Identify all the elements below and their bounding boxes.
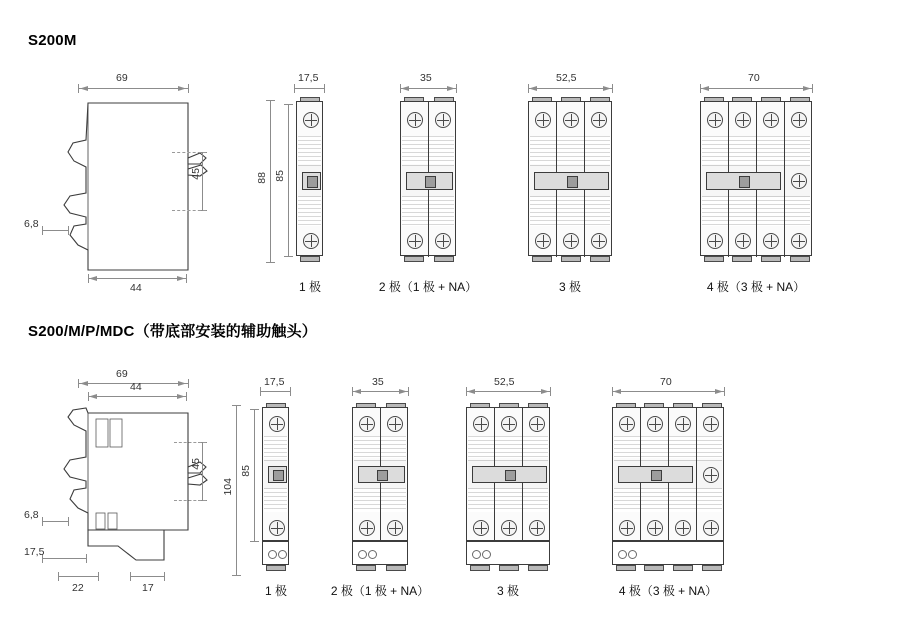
screw-head-icon-bottom-1pb: [269, 520, 285, 536]
dim-label-44: 44: [130, 282, 142, 294]
dim-line-68: [42, 230, 68, 231]
din-tab-bottom-2pb-b: [386, 565, 406, 571]
screw-head-icon-bottom-4pb-c: [675, 520, 691, 536]
toggle-lever-icon-1pb[interactable]: [268, 466, 287, 483]
caption-4-pole-mdc: 4 极（3 极 + NA）: [618, 584, 718, 598]
mounting-hole-icon-3pb-a: [472, 550, 481, 559]
vent-hatch-top-3p: [530, 136, 610, 164]
dim-arrows-69: [78, 84, 192, 94]
screw-head-icon-bottom-3pb-a: [473, 520, 489, 536]
caption-1-pole-mdc: 1 极: [264, 584, 287, 598]
caption-3-pole-mdc: 3 极: [496, 584, 519, 598]
front-view-module-3-pole: [528, 101, 612, 256]
front-view-module-4-pole-mdc: [612, 407, 724, 541]
dim-tick-r-17: [164, 572, 165, 581]
dim-line-104: [236, 405, 237, 575]
din-tab-bottom-2p-a: [404, 256, 424, 262]
dim-tick-r-68-b: [68, 517, 69, 526]
dim-line-17-5-b: [42, 558, 86, 559]
caption-2-pole-mdc: 2 极（1 极 + NA）: [330, 584, 430, 598]
din-tab-bottom-2pb-a: [356, 565, 376, 571]
front-view-module-1-pole: [296, 101, 323, 256]
din-tab-bottom-3pb-b: [499, 565, 519, 571]
toggle-lever-icon-2pb[interactable]: [358, 466, 405, 483]
mounting-hole-icon-3pb-b: [482, 550, 491, 559]
screw-head-icon-top-3p-a: [535, 112, 551, 128]
dim-line-88: [270, 100, 271, 262]
front-view-module-4-pole: [700, 101, 812, 256]
pole-divider-4pb-3: [696, 408, 697, 542]
side-view-profile-s200m: [40, 95, 225, 290]
screw-head-icon-bottom-3p-b: [563, 233, 579, 249]
screw-head-icon-bottom-1p: [303, 233, 319, 249]
dim-line-17: [130, 576, 164, 577]
dim-arrows-52-5: [528, 84, 616, 94]
dim-label-17: 17: [142, 582, 154, 594]
dim-arrows-44-b: [88, 392, 190, 402]
dim-label-68: 6,8: [24, 218, 39, 230]
vent-hatch-top-1pb: [264, 436, 287, 458]
dim-tick-right-68: [68, 226, 69, 235]
screw-head-icon-top-3pb-c: [529, 416, 545, 432]
toggle-knob-4pb[interactable]: [651, 470, 662, 481]
section-title-s200-m-p-mdc: S200/M/P/MDC（带底部安装的辅助触头）: [28, 323, 317, 340]
dim-tick-l-17: [130, 572, 131, 581]
toggle-lever-icon-3pb[interactable]: [472, 466, 547, 483]
din-tab-bottom-4p-c: [761, 256, 781, 262]
vent-hatch-bottom-3p: [530, 196, 610, 226]
dim-line-85-b: [254, 409, 255, 541]
screw-head-icon-top-4pb-d: [703, 416, 719, 432]
dim-label-45-b: 45: [190, 458, 202, 470]
toggle-lever-icon-3p[interactable]: [534, 172, 609, 190]
dim-label-17-5-1p: 17,5: [298, 72, 319, 84]
vent-hatch-bottom-1pb: [264, 488, 287, 512]
toggle-knob-4p[interactable]: [739, 176, 750, 188]
screw-head-icon-bottom-4pb-b: [647, 520, 663, 536]
dim-line-17-5-1p-b: [260, 391, 290, 392]
dim-label-17-5-side: 17,5: [24, 546, 45, 558]
dim-arrows-70-b: [612, 387, 728, 397]
caption-1-pole: 1 极: [298, 280, 321, 294]
screw-head-icon-top-1pb: [269, 416, 285, 432]
dim-label-17-5-1p-b: 17,5: [264, 376, 285, 388]
screw-head-icon-top-2pb-b: [387, 416, 403, 432]
screw-head-icon-bottom-2p-b: [435, 233, 451, 249]
ext-line-45b-top: [174, 442, 206, 443]
din-tab-bottom-3p-b: [561, 256, 581, 262]
dim-label-88: 88: [256, 172, 268, 184]
dim-tick-l-17-5-1pb: [260, 387, 261, 396]
screw-head-icon-bottom-3p-c: [591, 233, 607, 249]
mounting-hole-icon-2pb-a: [358, 550, 367, 559]
din-tab-bottom-1p: [300, 256, 320, 262]
dim-tick-t-88: [266, 100, 275, 101]
din-tab-bottom-4pb-a: [616, 565, 636, 571]
aux-contact-block-2pb: [352, 541, 408, 565]
mounting-hole-icon-2pb-b: [368, 550, 377, 559]
toggle-knob-2p[interactable]: [425, 176, 436, 188]
dim-arrows-35-b: [352, 387, 412, 397]
dim-label-69: 69: [116, 72, 128, 84]
dim-label-70-4p: 70: [748, 72, 760, 84]
din-tab-bottom-3p-c: [590, 256, 610, 262]
toggle-lever-icon-1p[interactable]: [302, 172, 321, 190]
din-tab-bottom-4p-a: [704, 256, 724, 262]
din-tab-bottom-4pb-d: [702, 565, 722, 571]
dim-label-22: 22: [72, 582, 84, 594]
aux-contact-block-1pb: [262, 541, 289, 565]
pole-divider-4p-3: [784, 102, 785, 257]
toggle-knob-3p[interactable]: [567, 176, 578, 188]
dim-line-22: [58, 576, 98, 577]
screw-head-icon-top-2p-a: [407, 112, 423, 128]
din-tab-bottom-4pb-c: [673, 565, 693, 571]
mounting-hole-icon-4pb-b: [628, 550, 637, 559]
screw-head-icon-bottom-4p-c: [763, 233, 779, 249]
mounting-hole-icon-1pb-b: [278, 550, 287, 559]
toggle-lever-icon-4pb[interactable]: [618, 466, 693, 483]
toggle-lever-icon-2p[interactable]: [406, 172, 453, 190]
caption-3-pole: 3 极: [558, 280, 581, 294]
dim-label-44-b: 44: [130, 381, 142, 393]
screw-head-icon-bottom-3pb-b: [501, 520, 517, 536]
dim-line-17-5-1p: [294, 88, 324, 89]
screw-head-icon-bottom-4p-b: [735, 233, 751, 249]
dim-tick-l-17-5: [294, 84, 295, 93]
dim-tick-t-85: [284, 104, 293, 105]
screw-head-icon-bottom-3p-a: [535, 233, 551, 249]
ext-line-45-bottom: [172, 210, 206, 211]
front-view-module-3-pole-mdc: [466, 407, 550, 541]
din-tab-bottom-3pb-a: [470, 565, 490, 571]
vent-hatch-top-3pb: [468, 436, 548, 458]
screw-head-icon-top-4pb-c: [675, 416, 691, 432]
din-tab-bottom-4p-b: [732, 256, 752, 262]
screw-head-icon-mid-4p-d: [791, 173, 807, 189]
dim-label-45: 45: [190, 168, 202, 180]
dim-tick-t-104: [232, 405, 241, 406]
caption-4-pole: 4 极（3 极 + NA）: [706, 280, 806, 294]
din-tab-bottom-4pb-b: [644, 565, 664, 571]
dim-tick-l-22: [58, 572, 59, 581]
front-view-module-2-pole: [400, 101, 456, 256]
toggle-knob-1pb[interactable]: [273, 470, 284, 481]
dim-label-68-b: 6,8: [24, 509, 39, 521]
mounting-hole-icon-1pb-a: [268, 550, 277, 559]
vent-hatch-top-1p: [298, 136, 321, 164]
aux-contact-block-3pb: [466, 541, 550, 565]
mounting-hole-icon-4pb-a: [618, 550, 627, 559]
screw-head-icon-bottom-4p-a: [707, 233, 723, 249]
screw-head-icon-bottom-2p-a: [407, 233, 423, 249]
front-view-module-1-pole-mdc: [262, 407, 289, 541]
dim-tick-l-68-b: [42, 517, 43, 526]
screw-head-icon-mid-4pb-d: [703, 467, 719, 483]
aux-contact-block-4pb: [612, 541, 724, 565]
dim-arrows-35: [400, 84, 460, 94]
screw-head-icon-top-4p-d: [791, 112, 807, 128]
dim-label-35-2p-b: 35: [372, 376, 384, 388]
dim-line-45: [202, 152, 203, 210]
toggle-knob-3pb[interactable]: [505, 470, 516, 481]
screw-head-icon-bottom-4pb-a: [619, 520, 635, 536]
screw-head-icon-bottom-4p-d: [791, 233, 807, 249]
dim-label-85: 85: [274, 170, 286, 182]
dim-tick-b-104: [232, 575, 241, 576]
din-tab-bottom-4p-d: [790, 256, 810, 262]
dim-label-70-4p-b: 70: [660, 376, 672, 388]
dim-line-45-b: [202, 442, 203, 500]
dim-label-104: 104: [222, 478, 234, 496]
screw-head-icon-top-3pb-a: [473, 416, 489, 432]
toggle-lever-icon-4p[interactable]: [706, 172, 781, 190]
screw-head-icon-bottom-2pb-b: [387, 520, 403, 536]
dim-line-85: [288, 104, 289, 256]
dim-tick-b-85: [284, 256, 293, 257]
dim-tick-r-17-5-1pb: [290, 387, 291, 396]
din-tab-bottom-3p-a: [532, 256, 552, 262]
screw-head-icon-top-1p: [303, 112, 319, 128]
dim-label-52-5-3p-b: 52,5: [494, 376, 515, 388]
screw-head-icon-top-4p-b: [735, 112, 751, 128]
toggle-knob-1p[interactable]: [307, 176, 318, 188]
din-tab-bottom-3pb-c: [528, 565, 548, 571]
caption-2-pole: 2 极（1 极 + NA）: [378, 280, 478, 294]
screw-head-icon-top-2pb-a: [359, 416, 375, 432]
dim-label-35-2p: 35: [420, 72, 432, 84]
dim-tick-t-85-b: [250, 409, 259, 410]
din-tab-bottom-2p-b: [434, 256, 454, 262]
ext-line-45-top: [172, 152, 206, 153]
screw-head-icon-bottom-3pb-c: [529, 520, 545, 536]
dim-arrows-70: [700, 84, 816, 94]
screw-head-icon-top-3p-c: [591, 112, 607, 128]
front-view-module-2-pole-mdc: [352, 407, 408, 541]
dim-arrows-52-5-b: [466, 387, 554, 397]
din-tab-bottom-1pb: [266, 565, 286, 571]
section-title-s200m: S200M: [28, 32, 77, 49]
screw-head-icon-top-4pb-b: [647, 416, 663, 432]
screw-head-icon-top-4p-c: [763, 112, 779, 128]
screw-head-icon-top-4pb-a: [619, 416, 635, 432]
dim-tick-r-17-5-b: [86, 554, 87, 563]
screw-head-icon-bottom-2pb-a: [359, 520, 375, 536]
screw-head-icon-top-2p-b: [435, 112, 451, 128]
dim-tick-left-68: [42, 226, 43, 235]
dim-tick-b-88: [266, 262, 275, 263]
dim-tick-r-22: [98, 572, 99, 581]
vent-hatch-bottom-3pb: [468, 488, 548, 512]
toggle-knob-2pb[interactable]: [377, 470, 388, 481]
dim-line-68-b: [42, 521, 68, 522]
dim-label-52-5-3p: 52,5: [556, 72, 577, 84]
screw-head-icon-top-3pb-b: [501, 416, 517, 432]
dim-tick-b-85-b: [250, 541, 259, 542]
dim-tick-r-17-5: [324, 84, 325, 93]
side-view-profile-s200-m-p-mdc: [40, 405, 240, 595]
screw-head-icon-bottom-4pb-d: [703, 520, 719, 536]
dim-label-69-b: 69: [116, 368, 128, 380]
screw-head-icon-top-4p-a: [707, 112, 723, 128]
screw-head-icon-top-3p-b: [563, 112, 579, 128]
ext-line-45b-bottom: [174, 500, 206, 501]
dim-label-85-b: 85: [240, 465, 252, 477]
vent-hatch-bottom-1p: [298, 196, 321, 226]
